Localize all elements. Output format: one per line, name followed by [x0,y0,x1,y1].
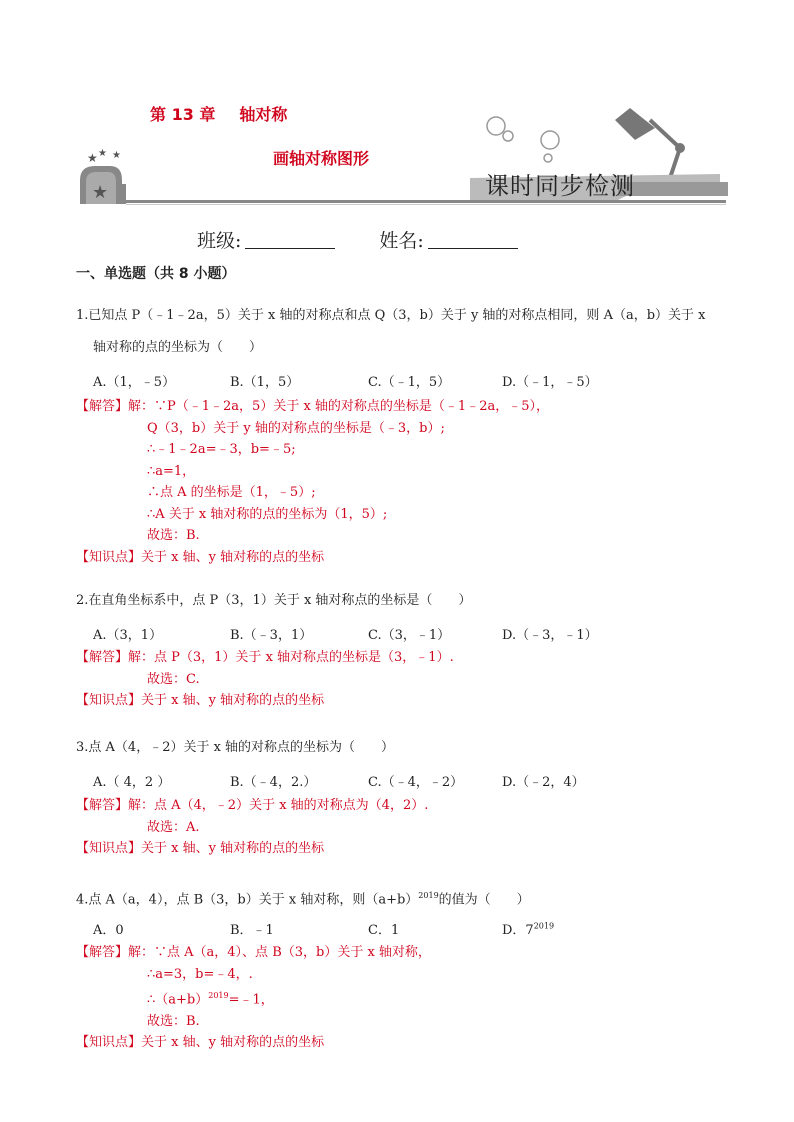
question-1-stem-line1: 1.已知点 P（﹣1﹣2a，5）关于 x 轴的对称点和点 Q（3，b）关于 y 轴的对称点相同，则 A（a，b）关于 x [76,308,706,323]
q2-option-d: D.（﹣3，﹣1） [502,628,598,643]
svg-text:★: ★ [112,150,121,161]
lesson-subtitle: 画轴对称图形 [273,149,370,168]
name-blank[interactable] [428,230,518,249]
bubble-icon [503,131,513,141]
q4-answer-line: 解：∵点 A（a，4）、点 B（3，b）关于 x 轴对称， [128,945,431,960]
q3-answer-line: 解：点 A（4，﹣2）关于 x 轴的对称点为（4，2）. [128,798,429,813]
q3-option-c: C.（﹣4，﹣2） [368,775,464,790]
q2-option-a: A.（3，1） [93,628,163,643]
bubble-icon [487,117,505,135]
q4-option-a: A．0 [93,923,124,938]
q4-answer-line3-tail: =﹣1， [228,992,274,1008]
q1-option-c: C.（﹣1，5） [368,375,451,390]
chapter-number: 第 13 章 [150,105,216,124]
q1-answer [76,396,549,568]
bubble-icon [541,131,559,149]
q4-answer-line: 故选：B. [147,1013,200,1029]
question-1-stem-line2: 轴对称的点的坐标为（ ） [93,340,263,355]
question-3-stem: 3.点 A（4，﹣2）关于 x 轴的对称点的坐标为（ ） [76,740,395,755]
class-label: 班级: [197,230,242,252]
q4-answer-exponent: 2019 [208,991,229,1000]
knowledge-label: 【知识点】 [76,549,142,565]
q2-option-c: C.（3，﹣1） [368,628,451,643]
bubble-icon [544,154,552,162]
q4-knowledge: 关于 x 轴、y 轴对称的点的坐标 [141,1035,325,1051]
name-label: 姓名: [379,230,424,252]
section-title: 一、单选题（共 8 小题） [76,266,236,282]
q4-option-c: C．1 [368,923,400,938]
q2-knowledge: 关于 x 轴、y 轴对称的点的坐标 [141,693,325,708]
q3-option-d: D.（﹣2，4） [502,775,585,790]
q1-option-d: D.（﹣1，﹣5） [502,375,598,390]
svg-text:★: ★ [92,182,109,203]
q2-option-b: B.（﹣3，1） [230,628,313,643]
q2-answer-line: 故选：C. [147,671,200,687]
q1-option-a: A.（1，﹣5） [93,375,176,390]
knowledge-label: 【知识点】 [76,1035,142,1051]
q4-stem-exponent: 2019 [418,891,439,900]
q1-option-b: B.（1，5） [230,375,300,390]
banner-title: 课时同步检测 [485,172,635,200]
q4-answer-line [76,985,431,1011]
answer-label: 【解答】 [76,650,129,665]
knowledge-label: 【知识点】 [76,693,142,708]
q4-stem-tail: 的值为（ ） [438,892,530,908]
q4-option-d-exponent: 2019 [533,921,555,931]
q4-option-d [502,919,554,938]
class-blank[interactable] [245,230,335,249]
answer-label: 【解答】 [76,399,129,414]
q4-option-b: B．﹣1 [230,923,274,938]
q4-answer [76,942,431,1054]
question-4-stem [76,887,530,909]
q4-answer-line3-main: ∴（a+b） [147,992,209,1008]
q4-answer-line: ∴a=3，b=﹣4，. [147,966,253,982]
q2-answer [76,647,454,712]
answer-label: 【解答】 [76,798,129,813]
q3-answer [76,795,428,860]
q4-stem-main: 4.点 A（a，4），点 B（3，b）关于 x 轴对称，则（a+b） [76,892,419,908]
q1-answer-line: 解：∵P（﹣1﹣2a，5）关于 x 轴的对称点的坐标是（﹣1﹣2a，﹣5）， [128,399,549,414]
q3-answer-line: 故选：A. [147,819,200,835]
q3-option-a: A.（ 4，2 ） [93,775,171,790]
q3-option-b: B.（﹣4，2.） [230,775,317,790]
svg-text:★: ★ [87,151,98,165]
answer-label: 【解答】 [76,945,129,960]
q1-answer-line: ∴点 A 的坐标是（1，﹣5）; [147,485,316,500]
knowledge-label: 【知识点】 [76,841,142,856]
svg-text:★: ★ [98,148,107,159]
q4-option-d-base: D．7 [502,923,534,938]
question-2-stem: 2.在直角坐标系中，点 P（3，1）关于 x 轴对称点的坐标是（ ） [76,593,472,608]
q1-knowledge: 关于 x 轴、y 轴对称的点的坐标 [141,549,325,565]
student-info-row [197,226,518,253]
q1-answer-line: ∴a=1， [147,463,196,479]
q2-answer-line: 解：点 P（3，1）关于 x 轴对称点的坐标是（3，﹣1）. [128,650,454,665]
q1-answer-line: 故选：B. [147,528,200,543]
q1-answer-line: ∴A 关于 x 轴对称的点的坐标为（1，5）; [147,506,388,522]
star-badge-icon [80,148,126,204]
chapter-title: 轴对称 [239,105,288,124]
q3-knowledge: 关于 x 轴、y 轴对称的点的坐标 [141,841,325,856]
q1-answer-line: ∴﹣1﹣2a=﹣3，b=﹣5; [147,442,296,457]
q1-answer-line: Q（3，b）关于 y 轴的对称点的坐标是（﹣3，b）; [147,420,445,436]
